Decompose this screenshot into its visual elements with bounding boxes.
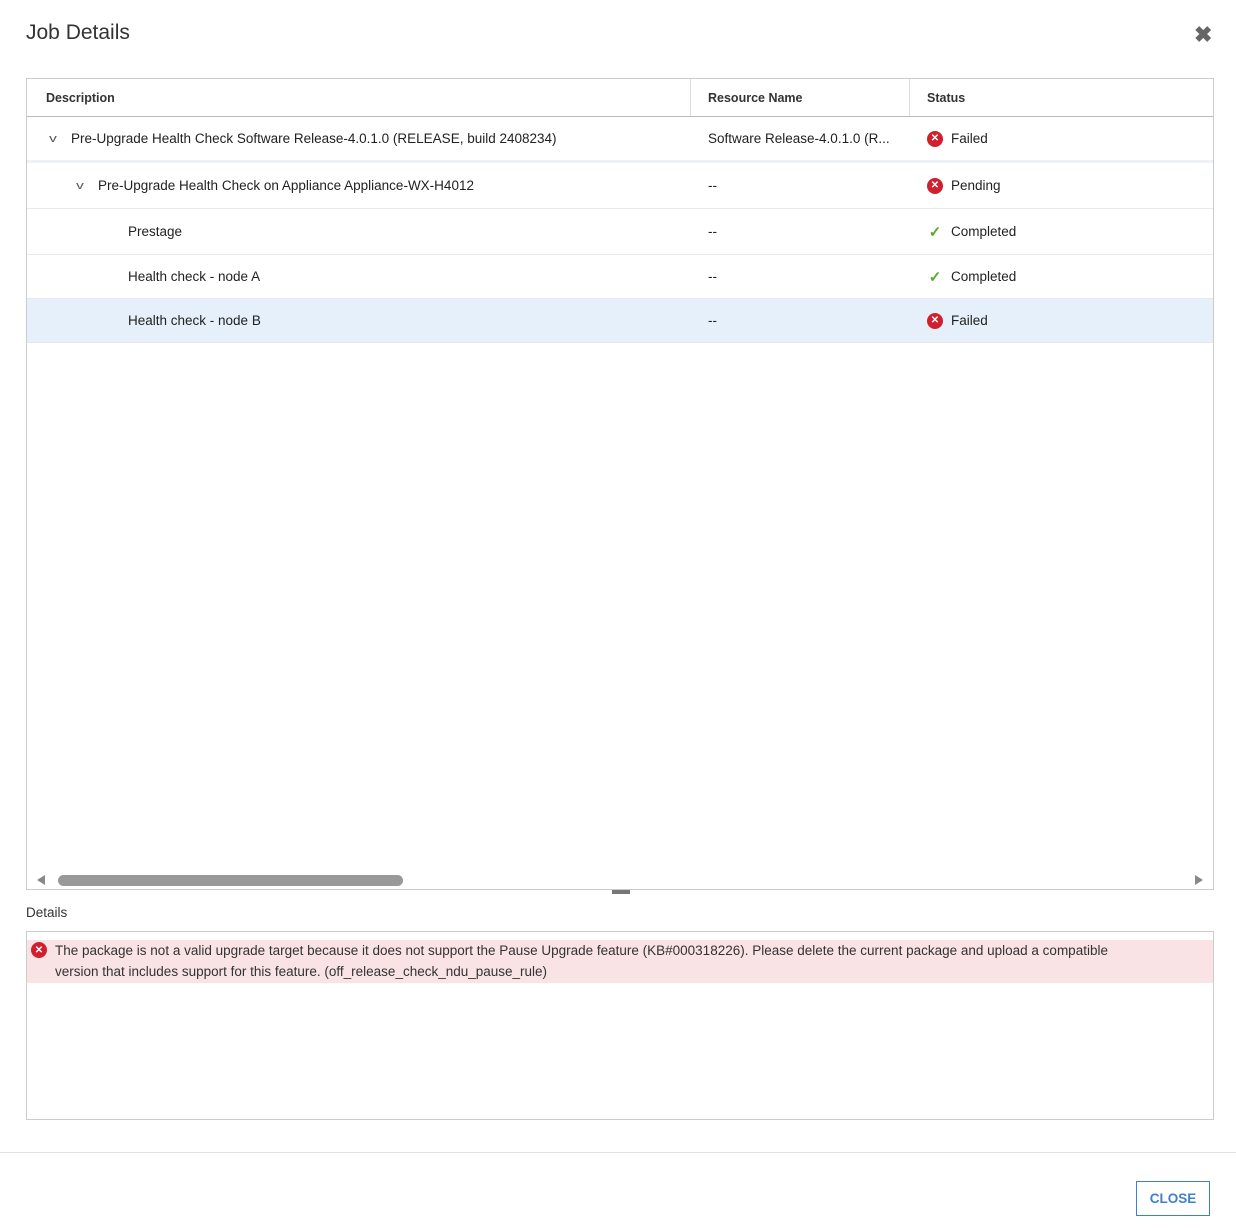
row-resource: Software Release-4.0.1.0 (R... [708, 131, 890, 146]
row-resource: -- [708, 224, 717, 239]
table-row[interactable] [27, 163, 1213, 209]
row-status: Completed [951, 269, 1017, 284]
row-status: Pending [951, 178, 1001, 193]
resize-handle[interactable] [612, 890, 630, 894]
column-header-description[interactable]: Description [27, 79, 691, 116]
details-label: Details [26, 905, 68, 920]
row-resource: -- [708, 178, 717, 193]
scroll-right-icon[interactable] [1195, 875, 1203, 885]
chevron-down-icon[interactable]: v [76, 179, 84, 192]
chevron-down-icon[interactable]: v [49, 132, 57, 145]
column-header-resource-name[interactable]: Resource Name [691, 79, 910, 116]
row-status: Completed [951, 224, 1017, 239]
row-description: Pre-Upgrade Health Check on Appliance Appliance-WX-H4012 [98, 178, 474, 193]
grid-header [27, 79, 1213, 117]
table-row[interactable] [27, 255, 1213, 299]
check-icon: ✓ [928, 268, 942, 286]
error-icon: ✕ [31, 942, 47, 958]
row-description: Health check - node B [128, 313, 261, 328]
row-resource: -- [708, 313, 717, 328]
error-icon: ✕ [927, 313, 943, 329]
row-status: Failed [951, 131, 988, 146]
close-icon[interactable]: ✖ [1194, 22, 1213, 47]
dialog-title: Job Details [26, 21, 130, 44]
column-header-status[interactable]: Status [927, 90, 966, 105]
details-panel [26, 931, 1214, 1120]
horizontal-scrollbar[interactable] [27, 871, 1213, 889]
close-button[interactable]: CLOSE [1136, 1181, 1210, 1216]
table-row-selected[interactable] [27, 299, 1213, 343]
row-description: Health check - node A [128, 269, 261, 284]
row-status: Failed [951, 313, 988, 328]
table-row[interactable] [27, 117, 1213, 163]
row-description: Prestage [128, 224, 183, 239]
error-message [27, 940, 1213, 983]
row-description: Pre-Upgrade Health Check Software Release-4.0.1.0 (RELEASE, build 2408234) [71, 131, 557, 146]
check-icon: ✓ [928, 223, 942, 241]
error-icon: ✕ [927, 178, 943, 194]
error-icon: ✕ [927, 131, 943, 147]
scrollbar-thumb[interactable] [58, 875, 403, 886]
error-text: The package is not a valid upgrade target because it does not support the Pause Upgrade feature (KB#000318226). Please delete the current package and upload a compatible version that includes support for this feature. (off_release_check_ndu_pause_rule) [55, 943, 1108, 979]
row-resource: -- [708, 269, 717, 284]
footer-divider [0, 1152, 1236, 1153]
job-details-grid [26, 78, 1214, 890]
scroll-left-icon[interactable] [37, 875, 45, 885]
table-row[interactable] [27, 209, 1213, 255]
